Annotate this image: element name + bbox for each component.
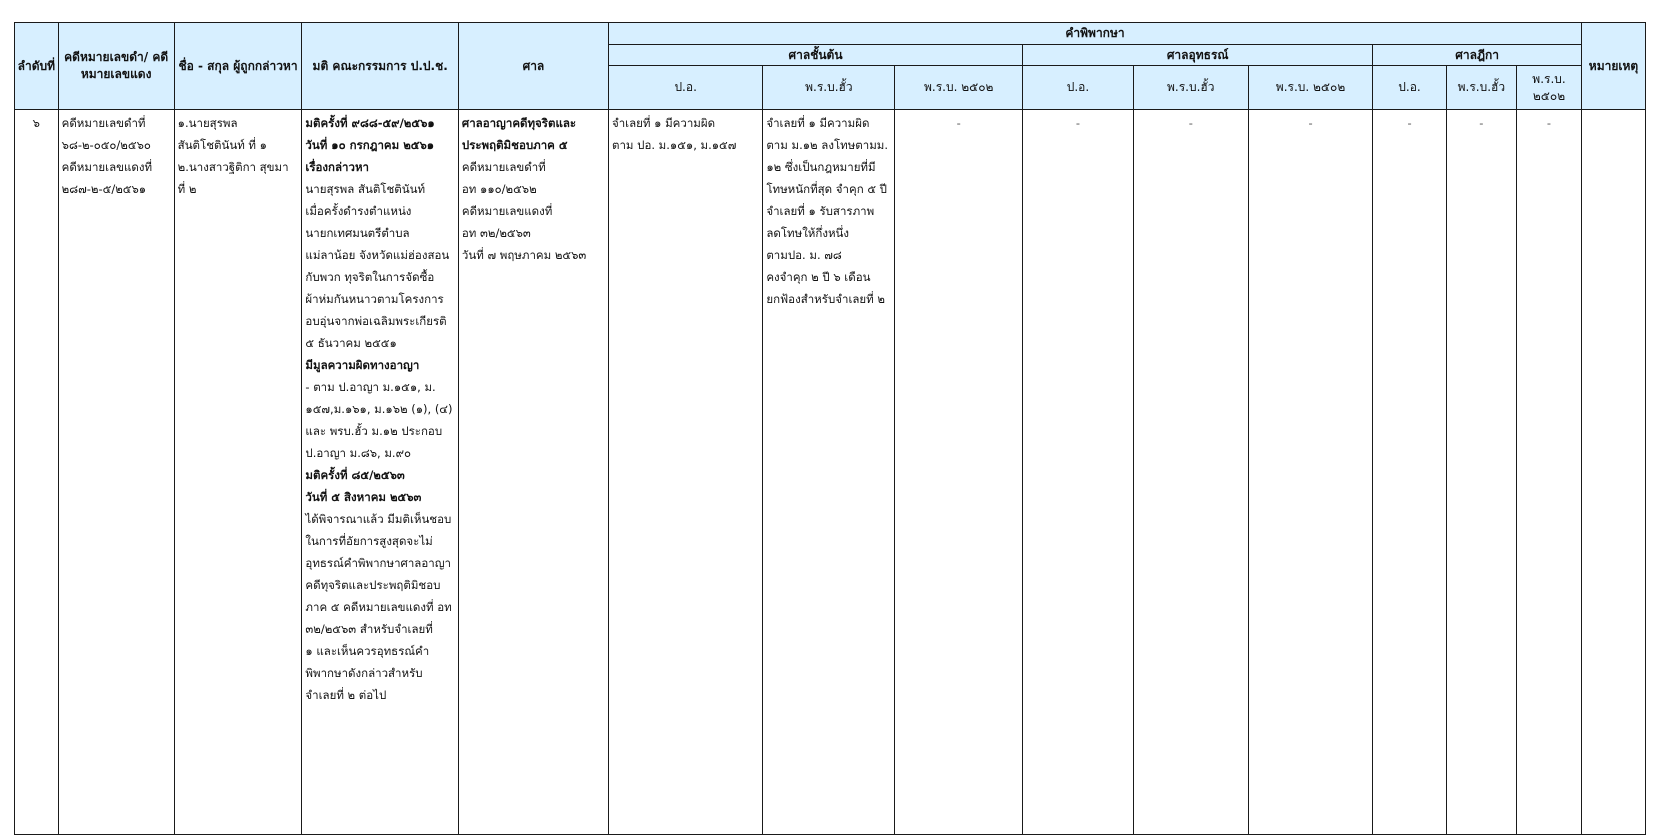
cell-line: อุทธรณ์คำพิพากษาศาลอาญา (305, 556, 451, 570)
header-first-criminal: ป.อ. (608, 66, 762, 110)
header-appeal-criminal: ป.อ. (1023, 66, 1134, 110)
cell-line: ลดโทษให้กึ่งหนึ่ง (766, 226, 850, 240)
cell-line: มีมูลความผิดทางอาญา (305, 358, 420, 372)
cell-line: คดีหมายเลขดำที่ (461, 160, 546, 174)
cell-first-criminal (608, 110, 762, 835)
cell-line: แม่ลาน้อย จังหวัดแม่ฮ่องสอน (305, 248, 450, 262)
cell-remarks (1582, 110, 1646, 835)
cell-line: คดีทุจริตและประพฤติมิชอบ (305, 578, 441, 592)
header-first-court: ศาลชั้นต้น (608, 45, 1022, 66)
cell-appeal-act: - (1133, 110, 1248, 835)
cell-line: ๒.นางสาวฐิติกา สุขมา (177, 160, 289, 174)
cell-first-act (763, 110, 895, 835)
cell-line: ๖๘-๒-๐๕๐/๒๕๖๐ (61, 138, 151, 152)
cell-line: จำเลยที่ ๒ ต่อไป (305, 688, 387, 702)
cell-line: ในการที่อัยการสูงสุดจะไม่ (305, 534, 433, 548)
table-row (15, 110, 1646, 835)
cell-line: ๑๕๗,ม.๑๖๑, ม.๑๖๒ (๑), (๔) (305, 402, 453, 416)
header-supreme-act: พ.ร.บ.ฮั้ว (1446, 66, 1516, 110)
cell-line: วันที่ ๑๐ กรกฎาคม ๒๕๖๑ (305, 138, 435, 152)
cell-court (458, 110, 608, 835)
cell-line: วันที่ ๕ สิงหาคม ๒๕๖๓ (305, 490, 422, 504)
cell-supreme-act: - (1446, 110, 1516, 835)
cell-line: ผ้าห่มกันหนาวตามโครงการ (305, 292, 444, 306)
cell-line: ๑.นายสุรพล (177, 116, 238, 130)
cell-line: ตาม ปอ. ม.๑๕๑, ม.๑๕๗ (611, 138, 737, 152)
cell-line: นายสุรพล สันติโชตินันท์ (305, 182, 426, 196)
cell-line: โทษหนักที่สุด จำคุก ๕ ปี (766, 182, 887, 196)
cell-line: พิพากษาดังกล่าวสำหรับ (305, 666, 423, 680)
cell-line: ป.อาญา ม.๘๖, ม.๙๐ (305, 446, 412, 460)
cell-name (174, 110, 302, 835)
header-resolution: มติ คณะกรรมการ ป.ป.ช. (302, 23, 458, 110)
cell-line: ๑๒ ซึ่งเป็นกฎหมายที่มี (766, 160, 876, 174)
cell-line: จำเลยที่ ๑ มีความผิด (611, 116, 716, 130)
cell-case-no (58, 110, 174, 835)
cell-line: คงจำคุก ๒ ปี ๖ เดือน (766, 270, 871, 284)
cell-line: ภาค ๕ คดีหมายเลขแดงที่ อท (305, 600, 452, 614)
cell-line: จำเลยที่ ๑ รับสารภาพ (766, 204, 875, 218)
cell-line: ตาม ม.๑๒ ลงโทษตามม. (766, 138, 889, 152)
cell-line: เรื่องกล่าวหา (305, 160, 369, 174)
cell-line: สันติโชตินันท์ ที่ ๑ (177, 138, 267, 152)
header-name: ชื่อ - สกุล ผู้ถูกกล่าวหา (174, 23, 302, 110)
cell-line: อท ๑๑๐/๒๕๖๒ (461, 182, 537, 196)
cell-line: คดีหมายเลขแดงที่ (61, 160, 153, 174)
cell-line: ประพฤติมิชอบภาค ๕ (461, 138, 568, 152)
header-case-no: คดีหมายเลขดำ/ คดีหมายเลขแดง (58, 23, 174, 110)
header-appeal-court: ศาลอุทธรณ์ (1023, 45, 1373, 66)
cell-line: - ตาม ป.อาญา ม.๑๕๑, ม. (305, 380, 436, 394)
cell-line: มติครั้งที่ ๘๕/๒๕๖๓ (305, 468, 405, 482)
cell-line: ได้พิจารณาแล้ว มีมติเห็นชอบ (305, 512, 452, 526)
cell-line: นายกเทศมนตรีตำบล (305, 226, 410, 240)
header-supreme-criminal: ป.อ. (1373, 66, 1446, 110)
case-table-sheet (14, 22, 1646, 835)
cell-line: ที่ ๒ (177, 182, 197, 196)
cell-supreme-criminal: - (1373, 110, 1446, 835)
header-appeal-act: พ.ร.บ.ฮั้ว (1133, 66, 1248, 110)
cell-line: กับพวก ทุจริตในการจัดซื้อ (305, 270, 435, 284)
cell-first-2502: - (895, 110, 1023, 835)
case-table (14, 22, 1646, 835)
header-appeal-2502: พ.ร.บ. ๒๕๐๒ (1248, 66, 1373, 110)
cell-line: ๒๘๗-๒-๕/๒๕๖๑ (61, 182, 147, 196)
cell-line: จำเลยที่ ๑ มีความผิด (766, 116, 870, 130)
cell-line: มติครั้งที่ ๙๘๘-๕๙/๒๕๖๑ (305, 116, 435, 130)
cell-appeal-criminal: - (1023, 110, 1134, 835)
cell-appeal-2502: - (1248, 110, 1373, 835)
cell-line: อท ๓๒/๒๕๖๓ (461, 226, 531, 240)
cell-line: ตามปอ. ม. ๗๘ (766, 248, 842, 262)
cell-line: วันที่ ๗ พฤษภาคม ๒๕๖๓ (461, 248, 587, 262)
header-supreme-court: ศาลฎีกา (1373, 45, 1582, 66)
cell-line: คดีหมายเลขดำที่ (61, 116, 146, 130)
header-seq: ลำดับที่ (15, 23, 59, 110)
cell-line: ศาลอาญาคดีทุจริตและ (461, 116, 577, 130)
header-court: ศาล (458, 23, 608, 110)
cell-line: เมื่อครั้งดำรงตำแหน่ง (305, 204, 412, 218)
header-judgment: คำพิพากษา (608, 23, 1581, 45)
cell-line: คดีหมายเลขแดงที่ (461, 204, 553, 218)
header-remarks: หมายเหตุ (1582, 23, 1646, 110)
cell-line: ๓๒/๒๕๖๓ สำหรับจำเลยที่ (305, 622, 433, 636)
cell-line: ๑ และเห็นควรอุทธรณ์คำ (305, 644, 430, 658)
cell-line: ยกฟ้องสำหรับจำเลยที่ ๒ (766, 292, 885, 306)
header-first-act: พ.ร.บ.ฮั้ว (763, 66, 895, 110)
cell-resolution (302, 110, 458, 835)
cell-seq: ๖ (15, 110, 59, 835)
cell-line: และ พรบ.ฮั้ว ม.๑๒ ประกอบ (305, 424, 443, 438)
header-supreme-2502: พ.ร.บ. ๒๕๐๒ (1517, 66, 1582, 110)
cell-line: ๕ ธันวาคม ๒๕๕๑ (305, 336, 397, 350)
cell-supreme-2502: - (1517, 110, 1582, 835)
cell-line: อบอุ่นจากพ่อเฉลิมพระเกียรติ (305, 314, 447, 328)
header-first-2502: พ.ร.บ. ๒๕๐๒ (895, 66, 1023, 110)
